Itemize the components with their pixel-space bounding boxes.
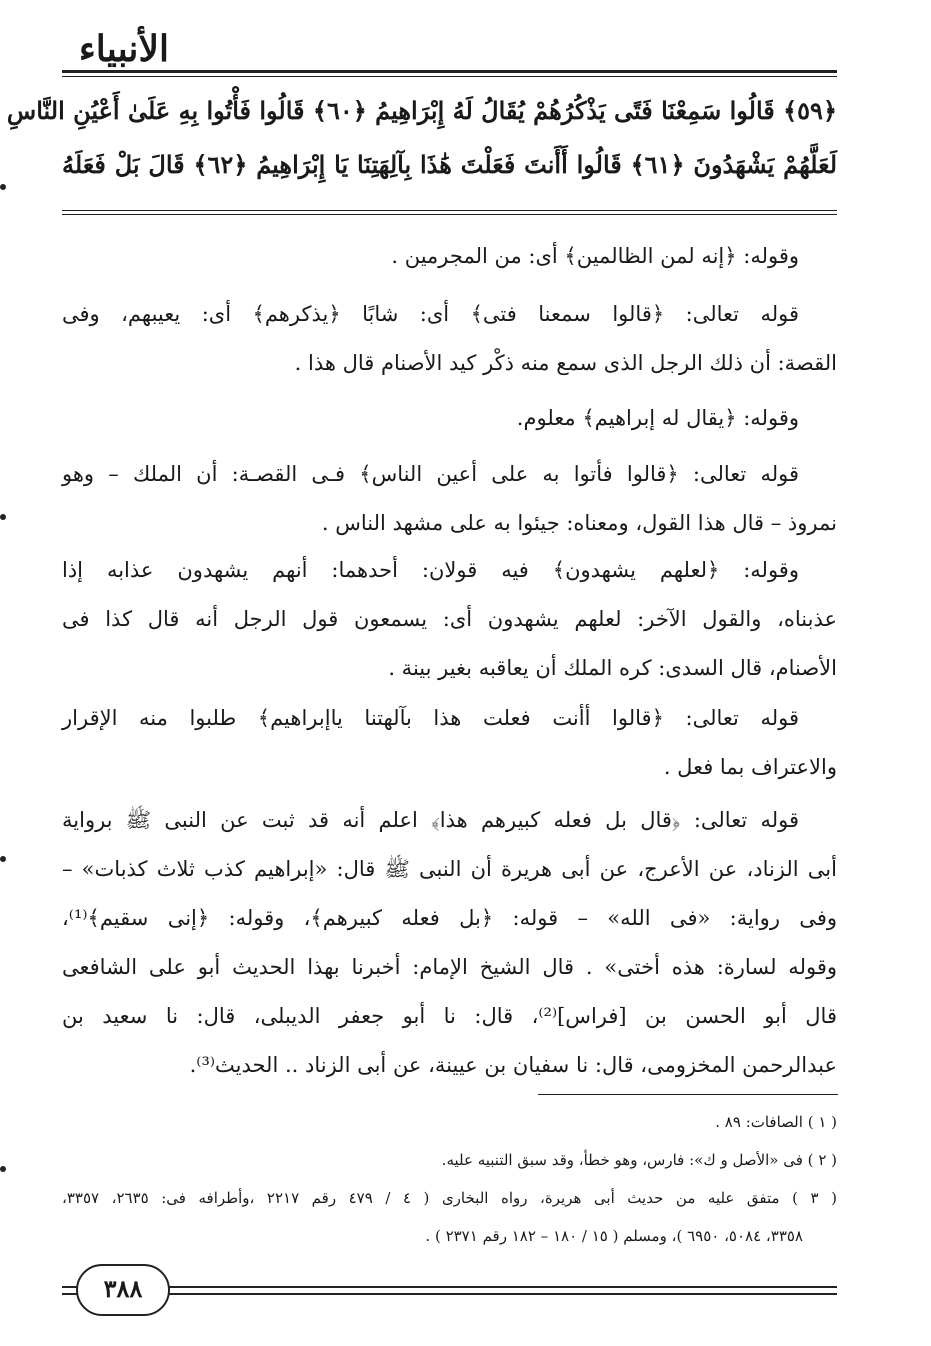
footer-rule xyxy=(62,1293,837,1295)
footnote: ٣٣٥٨، ٥٠٨٤، ٦٩٥٠ )، ومسلم ( ١٥ / ١٨٠ – ١٨٢ رقم ٢٣٧١ ) . xyxy=(425,1227,803,1245)
header-rule-thin xyxy=(62,76,837,77)
paragraph-line: قوله تعالى: ﴿قال بل فعله كبيرهم هذا﴾ اعلم أنه قد ثبت عن النبى ﷺ برواية xyxy=(62,808,799,832)
commentary-paragraph xyxy=(62,394,837,443)
paragraph-line: نمروذ – قال هذا القول، ومعناه: جيئوا به على مشهد الناس . xyxy=(321,511,837,535)
paragraph-line: وقوله لسارة: هذه أختى» . قال الشيخ الإمام: أخبرنا بهذا الحديث أبو على الشافعى xyxy=(62,955,837,979)
commentary-paragraph xyxy=(62,450,837,548)
commentary-paragraph xyxy=(62,796,837,1090)
verse-separator-rule xyxy=(62,210,837,211)
page-number: ٣٨٨ xyxy=(76,1264,170,1316)
footer-rule xyxy=(62,1286,837,1288)
paragraph-line: وقوله: ﴿إنه لمن الظالمين﴾ أى: من المجرمين . xyxy=(391,244,799,268)
margin-mark xyxy=(0,514,6,520)
margin-mark xyxy=(0,856,6,862)
commentary-paragraph xyxy=(62,694,837,792)
paragraph-line: أبى الزناد، عن الأعرج، عن أبى هريرة أن النبى ﷺ قال: «إبراهيم كذب ثلاث كذبات» – xyxy=(62,857,837,881)
commentary-paragraph xyxy=(62,232,837,281)
footnote-separator xyxy=(538,1094,838,1095)
paragraph-line: قوله تعالى: ﴿قالوا أأنت فعلت هذا بآلهتنا ياإبراهيم﴾ طلبوا منه الإقرار xyxy=(62,706,799,730)
paragraph-line: وقوله: ﴿لعلهم يشهدون﴾ فيه قولان: أحدهما: أنهم يشهدون عذابه إذا xyxy=(62,558,799,582)
paragraph-line: وفى رواية: «فى الله» – قوله: ﴿بل فعله كبيرهم﴾، وقوله: ﴿إنى سقيم﴾⁽¹⁾، xyxy=(62,906,837,930)
margin-mark xyxy=(0,184,6,190)
quran-verse-line: ﴿٥٩﴾ قَالُوا سَمِعْنَا فَتًى يَذْكُرُهُمْ يُقَالُ لَهُ إِبْرَاهِيمُ ﴿٦٠﴾ قَالُوا فَأْتُوا بِهِ عَلَىٰ أَعْيُنِ النَّاسِ xyxy=(6,96,837,125)
paragraph-line: وقوله: ﴿يقال له إبراهيم﴾ معلوم. xyxy=(516,406,799,430)
footnote: ( ١ ) الصافات: ٨٩ . xyxy=(715,1113,837,1131)
paragraph-line: عذبناه، والقول الآخر: لعلهم يشهدون أى: يسمعون قول الرجل أنه قال كذا فى xyxy=(62,607,837,631)
commentary-paragraph xyxy=(62,290,837,388)
paragraph-line: والاعتراف بما فعل . xyxy=(663,755,837,779)
paragraph-line: قوله تعالى: ﴿قالوا فأتوا به على أعين الناس﴾ فـى القصـة: أن الملك – وهو xyxy=(62,462,799,486)
paragraph-line: القصة: أن ذلك الرجل الذى سمع منه ذكْر كيد الأصنام قال هذا . xyxy=(294,351,837,375)
header-rule xyxy=(62,70,837,73)
margin-mark xyxy=(0,1166,6,1172)
verse-separator-rule xyxy=(62,214,837,215)
surah-title: الأنبياء xyxy=(78,28,169,70)
footnote: ( ٣ ) متفق عليه من حديث أبى هريرة، رواه البخارى ( ٤ / ٤٧٩ رقم ٢٢١٧ ،وأطرافه فى: ٢٦٣٥، ٣٣٥٧، xyxy=(62,1189,837,1207)
paragraph-line: قال أبو الحسن بن [فراس]⁽²⁾، قال: نا أبو جعفر الديبلى، قال: نا سعيد بن xyxy=(62,1004,837,1028)
paragraph-line: الأصنام، قال السدى: كره الملك أن يعاقبه بغير بينة . xyxy=(388,656,837,680)
quran-verse-line: لَعَلَّهُمْ يَشْهَدُونَ ﴿٦١﴾ قَالُوا أَأَنتَ فَعَلْتَ هَٰذَا بِآلِهَتِنَا يَا إِبْرَاهِيمُ ﴿٦٢﴾ قَالَ بَلْ فَعَلَهُ xyxy=(62,150,838,179)
commentary-paragraph xyxy=(62,546,837,693)
paragraph-line: قوله تعالى: ﴿قالوا سمعنا فتى﴾ أى: شابًا ﴿يذكرهم﴾ أى: يعيبهم، وفى xyxy=(62,302,799,326)
footnote: ( ٢ ) فى «الأصل و ك»: فارس، وهو خطأ، وقد سبق التنبيه عليه. xyxy=(441,1151,837,1169)
paragraph-line: عبدالرحمن المخزومى، قال: نا سفيان بن عيينة، عن أبى الزناد .. الحديث⁽³⁾. xyxy=(189,1053,837,1077)
